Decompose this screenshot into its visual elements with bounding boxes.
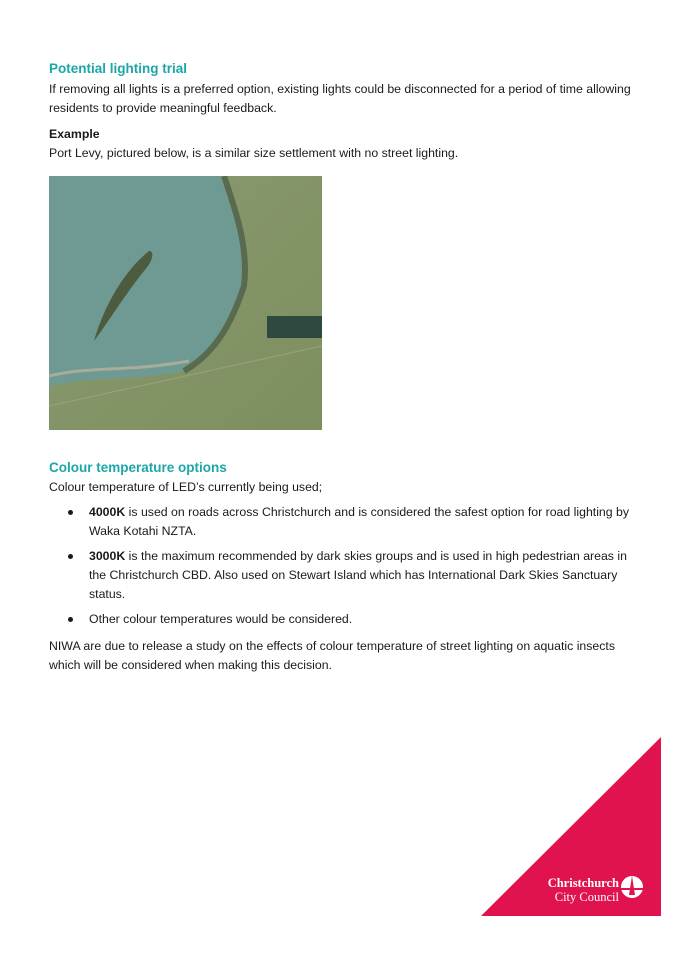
- heading-colour-temperature-options: Colour temperature options: [49, 460, 227, 475]
- list-item: [49, 503, 639, 541]
- trial-paragraph: If removing all lights is a preferred option, existing lights could be disconnected for a period of time allowing residents to provide meaningful feedback.: [49, 82, 631, 115]
- example-text: Port Levy, pictured below, is a similar size settlement with no street lighting.: [49, 146, 459, 160]
- port-levy-aerial-photo: [49, 176, 322, 430]
- niwa-paragraph: NIWA are due to release a study on the effects of colour temperature of street lighting on aquatic insects which will be considered when making this decision.: [49, 639, 615, 672]
- colour-temperature-list: [49, 503, 639, 629]
- example-label: Example: [49, 127, 100, 141]
- heading-potential-lighting-trial: Potential lighting trial: [49, 61, 187, 76]
- bullet-text: is the maximum recommended by dark skies groups and is used in high pedestrian areas in the Christchurch CBD. Also used on Stewart Island which has International Dark Skies Sanctuary status.: [89, 549, 627, 601]
- colour-intro: Colour temperature of LED’s currently being used;: [49, 480, 323, 494]
- document-body: [49, 59, 639, 675]
- christchurch-city-council-logo: [481, 737, 661, 916]
- bullet-bold: 4000K: [89, 505, 126, 519]
- logo-line1: Christchurch: [547, 876, 619, 890]
- logo-line2: City Council: [554, 890, 619, 904]
- list-item: [49, 547, 639, 604]
- bullet-bold: 3000K: [89, 549, 126, 563]
- list-item: [49, 610, 639, 629]
- bullet-text: Other colour temperatures would be considered.: [89, 612, 353, 626]
- bullet-text: is used on roads across Christchurch and is considered the safest option for road lighting by Waka Kotahi NZTA.: [89, 505, 630, 538]
